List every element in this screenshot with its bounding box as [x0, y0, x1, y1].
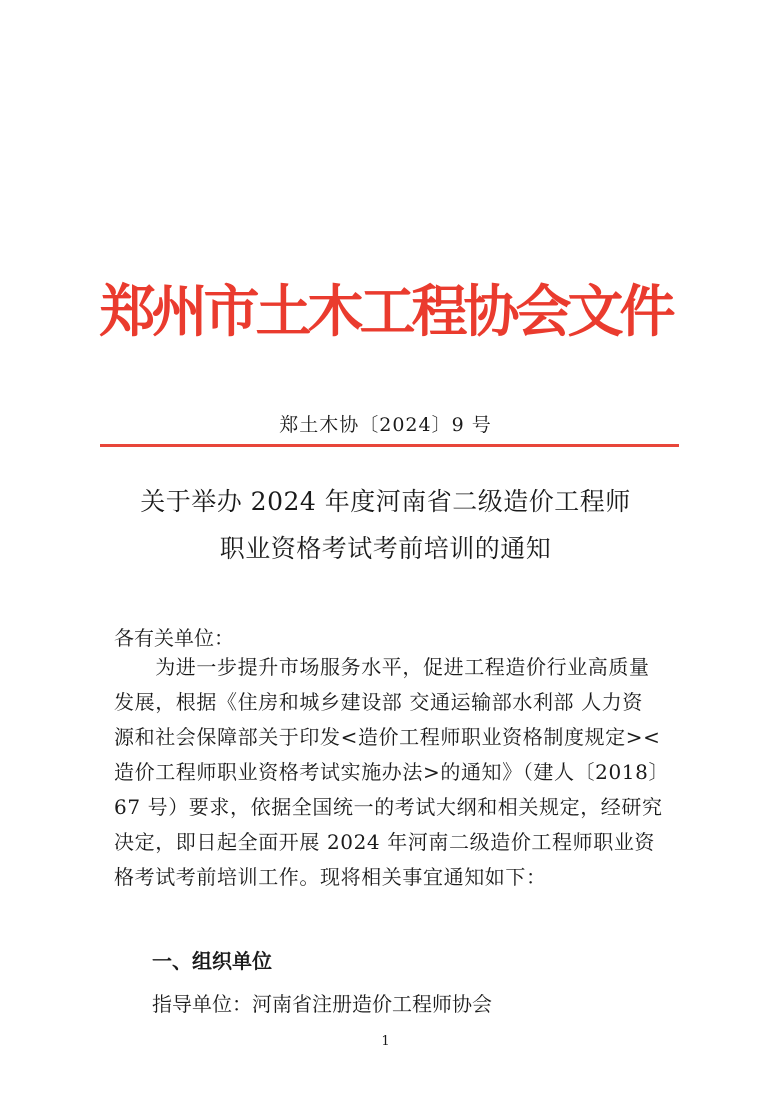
document-header-title: 郑州市土木工程协会文件: [99, 279, 672, 345]
body-line: 为进一步提升市场服务水平，促进工程造价行业高质量: [114, 655, 650, 679]
body-line: 格考试考前培训工作。现将相关事宜通知如下：: [114, 865, 547, 889]
document-subject: [0, 478, 771, 572]
page-number: 1: [381, 1034, 390, 1049]
body-line: 决定，即日起全面开展 2024 年河南二级造价工程师职业资: [114, 830, 656, 854]
salutation: 各有关单位：: [114, 626, 234, 650]
subject-line-1: 关于举办 2024 年度河南省二级造价工程师: [140, 487, 631, 516]
body-paragraph: [114, 650, 686, 895]
section-heading: 一、组织单位: [152, 949, 272, 973]
body-line: 67 号）要求，依据全国统一的考试大纲和相关规定，经研究: [114, 795, 663, 819]
body-line: 造价工程师职业资格考试实施办法>的通知》（建人〔2018〕: [114, 760, 670, 784]
red-divider-rule: [100, 444, 679, 447]
body-line: 发展，根据《住房和城乡建设部 交通运输部水利部 人力资: [114, 690, 643, 714]
body-line: 源和社会保障部关于印发<造价工程师职业资格制度规定><: [114, 725, 661, 749]
guiding-unit-line: 指导单位：河南省注册造价工程师协会: [152, 992, 492, 1016]
document-number: 郑土木协〔2024〕9 号: [279, 414, 492, 436]
subject-line-2: 职业资格考试考前培训的通知: [219, 534, 552, 563]
